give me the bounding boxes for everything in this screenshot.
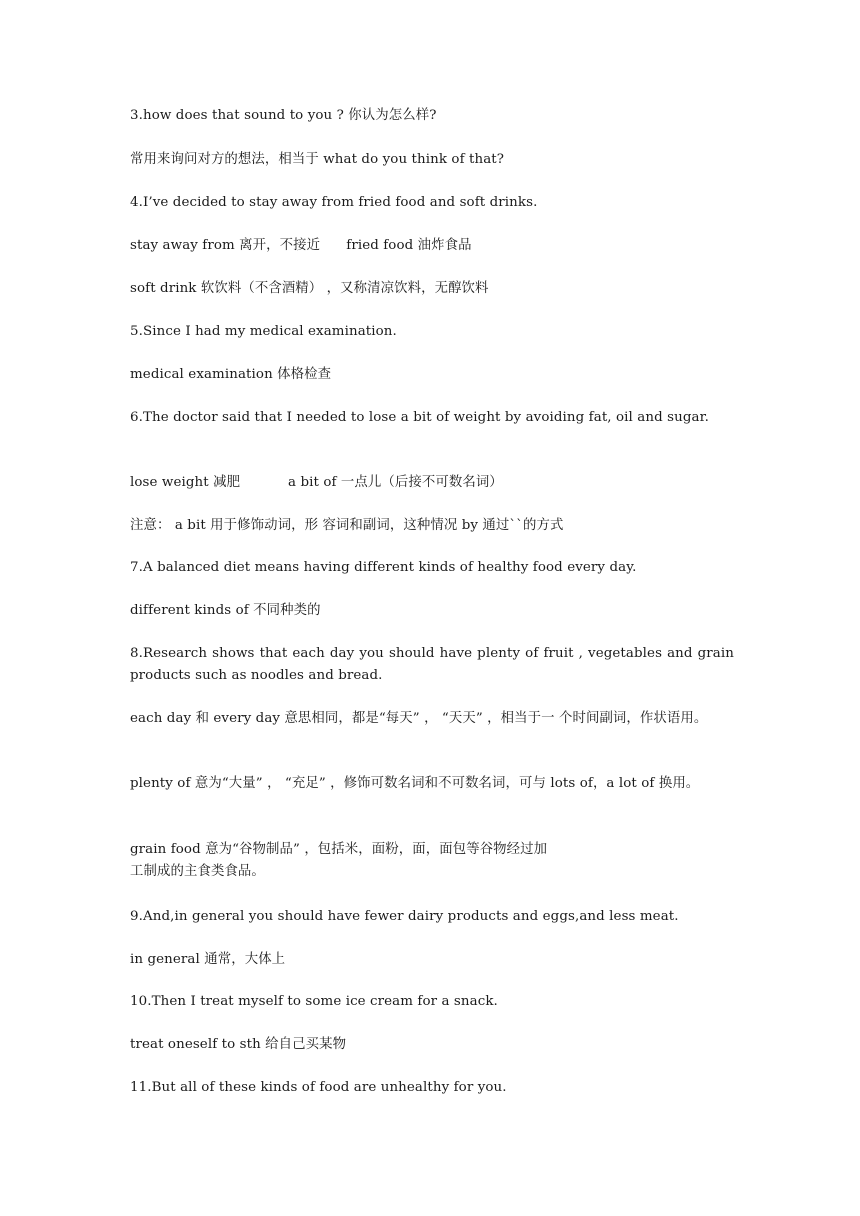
text-line: medical examination 体格检查 (130, 367, 332, 382)
text-line: different kinds of 不同种类的 (130, 603, 321, 618)
text-paragraph: 8.Research shows that each day you should have plenty of fruit , vegetables and grain products such as noodles and bread. (130, 646, 734, 683)
text-line: stay away from 离开，不接近 fried food 油炸食品 (130, 238, 472, 253)
text-line: 7.A balanced diet means having different kinds of healthy food every day. (130, 560, 637, 575)
text-line: 工制成的主食类食品。 (130, 864, 265, 879)
text-line: soft drink 软饮料（不含酒精） ，又称清凉饮料，无醇饮料 (130, 281, 489, 296)
text-line: 11.But all of these kinds of food are unhealthy for you. (130, 1080, 507, 1095)
text-line: 3.how does that sound to you ? 你认为怎么样? (130, 108, 437, 123)
text-paragraph: each day 和 every day 意思相同，都是“每天” ， “天天” ，相当于一 个时间副词，作状语用。 (130, 711, 708, 726)
text-paragraph: 6.The doctor said that I needed to lose a bit of weight by avoiding fat, oil and sugar. (130, 410, 709, 425)
text-line: grain food 意为“谷物制品” ，包括米，面粉，面，面包等谷物经过加 (130, 842, 548, 857)
text-line: treat oneself to sth 给自己买某物 (130, 1037, 347, 1052)
text-paragraph: plenty of 意为“大量” ， “充足” ，修饰可数名词和不可数名词，可与 lots of，a lot of 换用。 (130, 776, 700, 791)
text-line: lose weight 减肥 a bit of 一点儿（后接不可数名词） (130, 475, 503, 490)
text-line: 常用来询问对方的想法，相当于 what do you think of that? (130, 152, 505, 167)
text-line: 4.I’ve decided to stay away from fried food and soft drinks. (130, 195, 538, 210)
text-line: 10.Then I treat myself to some ice cream for a snack. (130, 994, 498, 1009)
text-line: 注意： a bit 用于修饰动词，形 容词和副词，这种情况 by 通过``的方式 (130, 518, 564, 533)
text-line: 9.And,in general you should have fewer dairy products and eggs,and less meat. (130, 909, 679, 924)
text-line: 5.Since I had my medical examination. (130, 324, 397, 339)
text-line: in general 通常，大体上 (130, 952, 286, 967)
